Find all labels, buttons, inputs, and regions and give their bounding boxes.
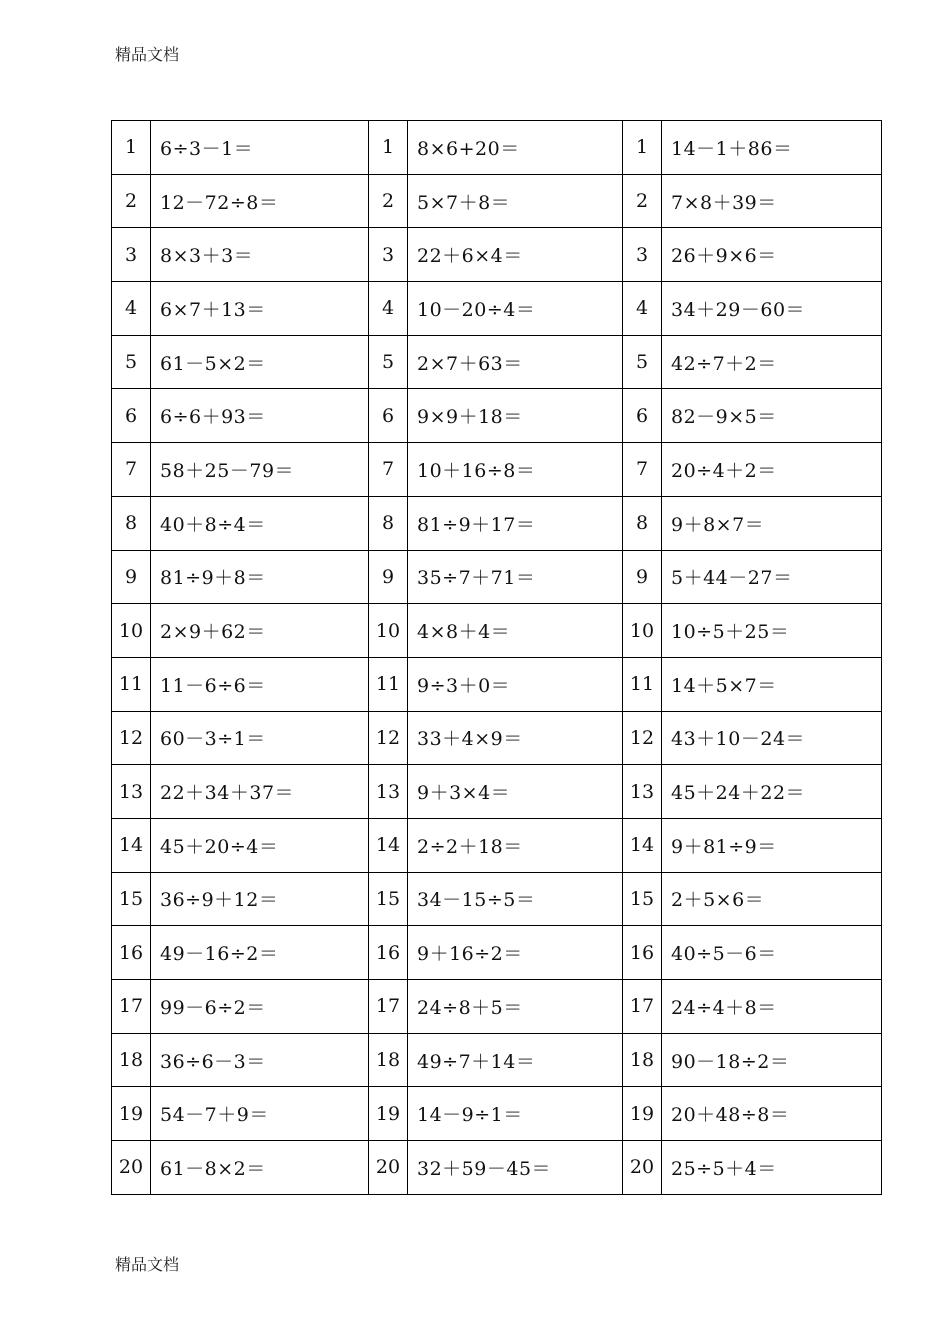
problem-number: 2: [369, 174, 408, 228]
problem-number: 9: [369, 550, 408, 604]
problem-number: 8: [369, 496, 408, 550]
problem-number: 9: [623, 550, 662, 604]
problem-expression: 14＋5×7＝: [662, 657, 882, 711]
problem-number: 16: [369, 926, 408, 980]
problem-expression: 14－1＋86＝: [662, 121, 882, 175]
problem-expression: 54－7＋9＝: [151, 1087, 369, 1141]
problem-number: 14: [623, 818, 662, 872]
problem-number: 5: [623, 335, 662, 389]
problem-expression: 7×8＋39＝: [662, 174, 882, 228]
problem-expression: 99－6÷2＝: [151, 980, 369, 1034]
problem-expression: 8×6+20＝: [408, 121, 623, 175]
problem-expression: 24÷8＋5＝: [408, 980, 623, 1034]
problem-expression: 2×7＋63＝: [408, 335, 623, 389]
problem-number: 19: [623, 1087, 662, 1141]
problem-number: 17: [623, 980, 662, 1034]
problem-number: 1: [623, 121, 662, 175]
problem-expression: 35÷7＋71＝: [408, 550, 623, 604]
problem-number: 18: [112, 1033, 151, 1087]
problem-number: 20: [623, 1141, 662, 1195]
problem-number: 20: [112, 1141, 151, 1195]
problem-expression: 12－72÷8＝: [151, 174, 369, 228]
problem-expression: 10＋16÷8＝: [408, 443, 623, 497]
table-row: [112, 389, 882, 443]
problem-number: 3: [112, 228, 151, 282]
problem-expression: 60－3÷1＝: [151, 711, 369, 765]
problem-expression: 33＋4×9＝: [408, 711, 623, 765]
table-row: [112, 1141, 882, 1195]
problem-expression: 45＋20÷4＝: [151, 818, 369, 872]
problem-number: 13: [369, 765, 408, 819]
problem-number: 5: [112, 335, 151, 389]
table-row: [112, 335, 882, 389]
problem-expression: 2×9＋62＝: [151, 604, 369, 658]
problem-number: 13: [623, 765, 662, 819]
problem-expression: 26＋9×6＝: [662, 228, 882, 282]
problem-expression: 34－15÷5＝: [408, 872, 623, 926]
problem-number: 14: [112, 818, 151, 872]
problem-expression: 24÷4＋8＝: [662, 980, 882, 1034]
problem-expression: 82－9×5＝: [662, 389, 882, 443]
arithmetic-table: [111, 120, 882, 1195]
problem-expression: 9＋3×4＝: [408, 765, 623, 819]
table-row: [112, 1087, 882, 1141]
problem-number: 11: [112, 657, 151, 711]
page-footer: 精品文档: [115, 1255, 180, 1274]
problem-expression: 40＋8÷4＝: [151, 496, 369, 550]
table-row: [112, 443, 882, 497]
problem-number: 3: [623, 228, 662, 282]
problem-number: 1: [369, 121, 408, 175]
problem-expression: 2÷2＋18＝: [408, 818, 623, 872]
problem-number: 6: [623, 389, 662, 443]
problem-number: 12: [369, 711, 408, 765]
problem-number: 10: [369, 604, 408, 658]
problem-expression: 9＋16÷2＝: [408, 926, 623, 980]
problem-number: 4: [369, 282, 408, 336]
problem-number: 10: [112, 604, 151, 658]
problem-number: 5: [369, 335, 408, 389]
problem-expression: 32＋59－45＝: [408, 1141, 623, 1195]
problem-expression: 4×8＋4＝: [408, 604, 623, 658]
problem-expression: 9÷3＋0＝: [408, 657, 623, 711]
table-row: [112, 657, 882, 711]
problem-expression: 8×3＋3＝: [151, 228, 369, 282]
problem-number: 9: [112, 550, 151, 604]
problem-number: 7: [112, 443, 151, 497]
problem-number: 13: [112, 765, 151, 819]
problem-number: 12: [112, 711, 151, 765]
problem-number: 18: [369, 1033, 408, 1087]
problem-number: 17: [369, 980, 408, 1034]
problem-expression: 6÷6＋93＝: [151, 389, 369, 443]
problem-expression: 49÷7＋14＝: [408, 1033, 623, 1087]
problem-expression: 9×9＋18＝: [408, 389, 623, 443]
problem-expression: 2＋5×6＝: [662, 872, 882, 926]
problem-expression: 25÷5＋4＝: [662, 1141, 882, 1195]
problem-number: 16: [623, 926, 662, 980]
table-row: [112, 121, 882, 175]
problem-expression: 10÷5＋25＝: [662, 604, 882, 658]
table-row: [112, 765, 882, 819]
problem-number: 20: [369, 1141, 408, 1195]
problem-expression: 40÷5－6＝: [662, 926, 882, 980]
problem-expression: 22＋6×4＝: [408, 228, 623, 282]
problem-number: 6: [112, 389, 151, 443]
problem-number: 12: [623, 711, 662, 765]
problem-number: 19: [112, 1087, 151, 1141]
problem-number: 8: [112, 496, 151, 550]
table-row: [112, 872, 882, 926]
problem-expression: 81÷9＋17＝: [408, 496, 623, 550]
problem-expression: 5＋44－27＝: [662, 550, 882, 604]
problem-expression: 9＋81÷9＝: [662, 818, 882, 872]
problem-expression: 81÷9＋8＝: [151, 550, 369, 604]
problem-number: 15: [369, 872, 408, 926]
problem-expression: 45＋24＋22＝: [662, 765, 882, 819]
problem-number: 17: [112, 980, 151, 1034]
problem-expression: 61－5×2＝: [151, 335, 369, 389]
problem-expression: 43＋10－24＝: [662, 711, 882, 765]
problem-number: 15: [623, 872, 662, 926]
table-row: [112, 228, 882, 282]
problem-number: 4: [112, 282, 151, 336]
table-row: [112, 926, 882, 980]
problem-number: 1: [112, 121, 151, 175]
problem-number: 15: [112, 872, 151, 926]
table-row: [112, 496, 882, 550]
problem-number: 6: [369, 389, 408, 443]
problem-expression: 14－9÷1＝: [408, 1087, 623, 1141]
problem-expression: 49－16÷2＝: [151, 926, 369, 980]
table-row: [112, 550, 882, 604]
table-row: [112, 980, 882, 1034]
problem-expression: 6×7＋13＝: [151, 282, 369, 336]
table-row: [112, 174, 882, 228]
problem-number: 3: [369, 228, 408, 282]
problem-expression: 36÷9＋12＝: [151, 872, 369, 926]
problem-number: 18: [623, 1033, 662, 1087]
problem-number: 11: [623, 657, 662, 711]
problem-expression: 42÷7＋2＝: [662, 335, 882, 389]
problem-expression: 20＋48÷8＝: [662, 1087, 882, 1141]
problem-expression: 58＋25－79＝: [151, 443, 369, 497]
problem-number: 2: [623, 174, 662, 228]
problem-number: 7: [369, 443, 408, 497]
problem-expression: 61－8×2＝: [151, 1141, 369, 1195]
problem-expression: 9＋8×7＝: [662, 496, 882, 550]
problem-expression: 34＋29－60＝: [662, 282, 882, 336]
problem-expression: 36÷6－3＝: [151, 1033, 369, 1087]
problem-number: 19: [369, 1087, 408, 1141]
problem-number: 16: [112, 926, 151, 980]
problem-expression: 11－6÷6＝: [151, 657, 369, 711]
problem-number: 11: [369, 657, 408, 711]
problem-number: 14: [369, 818, 408, 872]
problem-number: 8: [623, 496, 662, 550]
problem-expression: 22＋34＋37＝: [151, 765, 369, 819]
problem-expression: 6÷3－1＝: [151, 121, 369, 175]
problem-expression: 20÷4＋2＝: [662, 443, 882, 497]
page-header: 精品文档: [115, 45, 180, 64]
problem-number: 2: [112, 174, 151, 228]
problem-number: 10: [623, 604, 662, 658]
table-row: [112, 282, 882, 336]
problem-expression: 90－18÷2＝: [662, 1033, 882, 1087]
table-row: [112, 818, 882, 872]
problem-number: 7: [623, 443, 662, 497]
problem-expression: 5×7＋8＝: [408, 174, 623, 228]
table-row: [112, 711, 882, 765]
table-row: [112, 1033, 882, 1087]
problem-expression: 10－20÷4＝: [408, 282, 623, 336]
table-row: [112, 604, 882, 658]
problem-number: 4: [623, 282, 662, 336]
